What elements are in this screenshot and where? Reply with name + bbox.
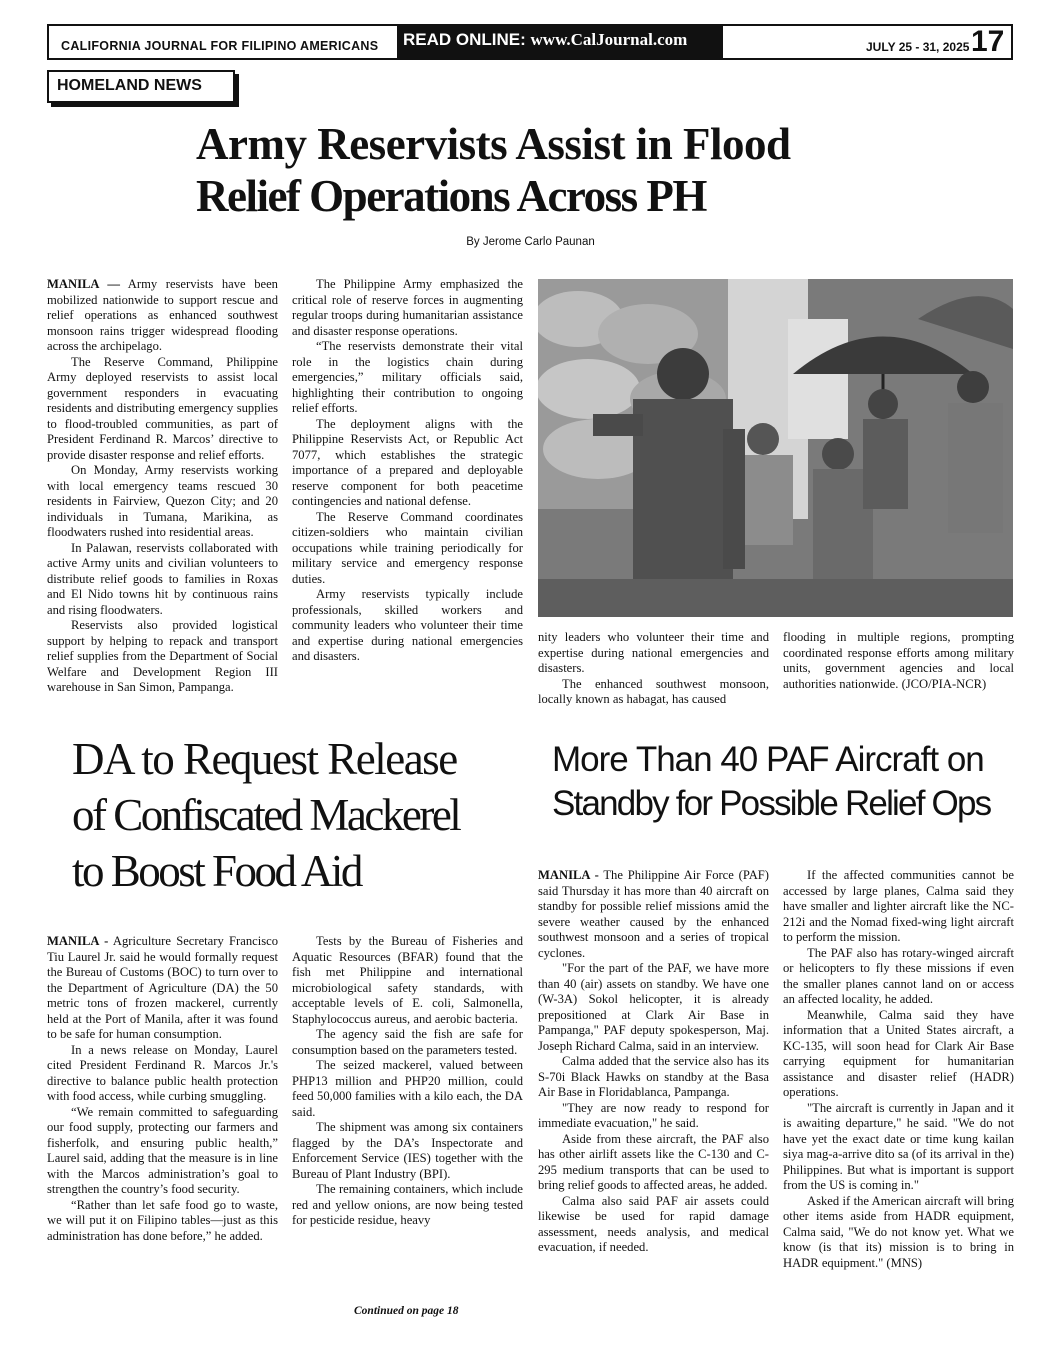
article1-paragraph: In Palawan, reservists collaborated with active Army units and civilian volunteers to distribute relief goods to families in Roxas and El Nido towns hit by continuous rains and rising floodwaters. <box>47 540 278 617</box>
article1-column-1 <box>47 277 278 696</box>
publication-name: CALIFORNIA JOURNAL FOR FILIPINO AMERICANS <box>61 39 379 53</box>
article1-byline: By Jerome Carlo Paunan <box>466 236 595 248</box>
masthead <box>47 24 1013 60</box>
article3-paragraph: Meanwhile, Calma said they have information that a United States aircraft, a KC-135, will soon head for Clark Air Base carrying equipment for humanitarian assistance and disaster relief (HADR) operations. <box>783 1007 1014 1099</box>
article2-paragraph: “We remain committed to safeguarding our food supply, protecting our farmers and fisherfolk, and ensuring public health,” Laurel said, adding that the measure is in line with the Marcos administration’s goal to strengthen the country’s food security. <box>47 1104 278 1196</box>
article1-paragraph: Army reservists typically include professionals, skilled workers and community leaders who volunteer their time and expertise during national emergencies and disasters. <box>292 587 523 663</box>
article3-headline <box>552 738 1022 826</box>
continued-on-page-link[interactable]: Continued on page 18 <box>354 1305 459 1317</box>
article2-paragraph: Tests by the Bureau of Fisheries and Aquatic Resources (BFAR) found that the fish met Philippine and international microbiological safety standards, with acceptable levels of E. coli, Salmonella, Staphylococcus aureus, and aerobic bacteria. <box>292 934 523 1026</box>
article1-paragraph-continued: nity leaders who volunteer their time and expertise during national emergencies and disasters. <box>538 630 769 675</box>
photo-illustration <box>538 279 1013 617</box>
article1-paragraph: On Monday, Army reservists working with local emergency teams rescued 30 residents in Fairview, Quezon City; and 20 individuals in Tumana, Marikina, as floodwaters rushed into residential areas. <box>47 463 278 539</box>
article1-paragraph: The enhanced southwest monsoon, locally known as habagat, has caused <box>538 676 769 706</box>
article1-paragraph: The Reserve Command, Philippine Army deployed reservists to assist local government responders in evacuating residents and distributing emergency supplies to flood-troubled communities, as part of President Ferdinand R. Marcos’ directive to provide disaster response and relief efforts. <box>47 354 278 462</box>
article3-headline-line2: Standby for Possible Relief Ops <box>552 784 991 823</box>
article3-paragraph: Aside from these aircraft, the PAF also has other airlift assets like the C-130 and C-295 medium transports that can be used to bring relief goods to affected areas, he added. <box>538 1131 769 1192</box>
article2-headline-line1: DA to Request Release <box>72 734 457 784</box>
article3-paragraph: MANILA - The Philippine Air Force (PAF) said Thursday it has more than 40 aircraft on standby for possible relief missions amid the severe weather caused by the enhanced southwest monsoon and a series of tropical cyclones. <box>538 868 769 960</box>
article1-paragraph: Reservists also provided logistical support by helping to repack and transport relief supplies from the Department of Social Welfare and Development Region III warehouse in San Simon, Pampanga. <box>47 618 278 694</box>
article3-paragraph: "The aircraft is currently in Japan and it is awaiting departure," he said. "We do not have yet the exact date or time kung kailan siya mag-a-arrive dito sa (of its arrival in the) Philippines. But what is important is support from the US is coming in." <box>783 1100 1014 1192</box>
article1-paragraph: The Philippine Army emphasized the critical role of reserve forces in augmenting regular troops during humanitarian assistance and disaster response operations. <box>292 277 523 338</box>
article2-headline-line2: of Confiscated Mackerel <box>72 790 460 840</box>
article3-paragraph: Asked if the American aircraft will bring other items aside from HADR equipment, Calma said, "We do not know yet. What we know (is that its) mission is to bring in HADR equipment." (MNS) <box>783 1193 1014 1270</box>
read-online-banner[interactable] <box>397 24 723 60</box>
article1-paragraph: The Reserve Command coordinates citizen-soldiers who maintain civilian occupations while training periodically for military service and emergency response duties. <box>292 509 523 586</box>
article2-paragraph: In a news release on Monday, Laurel cited President Ferdinand R. Marcos Jr.'s directive to balance public health protection with food access, while curbing smuggling. <box>47 1042 278 1103</box>
page-number: 17 <box>971 25 1005 58</box>
read-online-url[interactable]: www.CalJournal.com <box>530 30 688 49</box>
article1-dateline: MANILA — <box>47 277 120 291</box>
article1-paragraph: “The reservists demonstrate their vital role in the logistics chain during emergencies,” military officials said, highlighting their contribution to ongoing relief efforts. <box>292 339 523 415</box>
article3-paragraph: If the affected communities cannot be accessed by large planes, Calma said they have smaller and lighter aircraft like the NC-212i and the Nomad fixed-wing light aircraft to perform the mission. <box>783 868 1014 944</box>
article3-paragraph: "For the part of the PAF, we have more than 40 (air) assets on standby. We have one (W-3A) Sokol helicopter, it is already prepositioned at Clark Air Base in Pampanga," PAF deputy spokesperson, Maj. Joseph Richard Calma, said in an interview. <box>538 961 769 1053</box>
article2-paragraph: The shipment was among six containers flagged by the DA’s Inspectorate and Enforcement Service (IES) together with the Bureau of Plant Industry (BPI). <box>292 1120 523 1181</box>
article2-column-1 <box>47 934 278 1244</box>
article2-paragraph: MANILA - Agriculture Secretary Francisco Tiu Laurel Jr. said he would formally request the Bureau of Customs (BOC) to turn over to the Department of Agriculture (DA) the 50 metric tons of frozen mackerel, currently held at the Port of Manila, after it was found to be safe for human consumption. <box>47 934 278 1041</box>
article2-paragraph: “Rather than let safe food go to waste, we will put it on Filipino tables—just as this administration has done before,” he added. <box>47 1197 278 1243</box>
article3-paragraph: The PAF also has rotary-winged aircraft or helicopters to fly these missions if even the smaller planes cannot land on or access an affected locality, he added. <box>783 945 1014 1006</box>
article1-headline-line2: Relief Operations Across PH <box>196 171 706 221</box>
article3-headline-line1: More Than 40 PAF Aircraft on <box>552 740 984 779</box>
article2-headline <box>72 731 532 899</box>
article1-column-2 <box>292 277 523 665</box>
section-tag: HOMELAND NEWS <box>47 70 235 103</box>
article2-paragraph: The agency said the fish are safe for consumption based on the parameters tested. <box>292 1027 523 1057</box>
article1-headline-line1: Army Reservists Assist in Flood <box>196 119 791 169</box>
article1-column-3 <box>538 630 769 708</box>
article2-column-2 <box>292 934 523 1229</box>
article1-headline <box>196 118 896 222</box>
article2-paragraph: The remaining containers, which include red and yellow onions, are now being tested for pesticide residue, heavy <box>292 1182 523 1227</box>
article3-dateline: MANILA - <box>538 868 599 882</box>
article3-column-2 <box>783 868 1014 1271</box>
article3-paragraph: Calma also said PAF air assets could likewise be used for rapid damage assessment, needs analysis, and medical evacuation, if needed. <box>538 1193 769 1254</box>
article2-dateline: MANILA - <box>47 934 109 948</box>
article1-paragraph-continued: flooding in multiple regions, prompting coordinated response efforts among military units, government agencies and local authorities nationwide. (JCO/PIA-NCR) <box>783 630 1014 691</box>
article3-paragraph: "They are now ready to respond for immediate evacuation," he said. <box>538 1100 769 1130</box>
article3-paragraph: Calma added that the service also has its S-70i Black Hawks on standby at the Basa Air Base in Floridablanca, Pampanga. <box>538 1054 769 1099</box>
read-online-label: READ ONLINE: <box>403 30 526 49</box>
reservists-relief-photo <box>538 279 1013 617</box>
article3-column-1 <box>538 868 769 1256</box>
article1-paragraph: MANILA — Army reservists have been mobilized nationwide to support rescue and relief operations as enhanced southwest monsoon rains trigger widespread flooding across the archipelago. <box>47 277 278 353</box>
article2-paragraph: The seized mackerel, valued between PHP13 million and PHP20 million, could feed 50,000 families with a kilo each, the DA said. <box>292 1058 523 1119</box>
article1-column-4 <box>783 630 1014 692</box>
article1-paragraph: The deployment aligns with the Philippine Reservists Act, or Republic Act 7077, which establishes the strategic importance of a prepared and deployable reserve component for both peacetime contingencies and national defense. <box>292 416 523 508</box>
article2-headline-line3: to Boost Food Aid <box>72 846 361 896</box>
issue-date: JULY 25 - 31, 2025 <box>866 40 970 54</box>
